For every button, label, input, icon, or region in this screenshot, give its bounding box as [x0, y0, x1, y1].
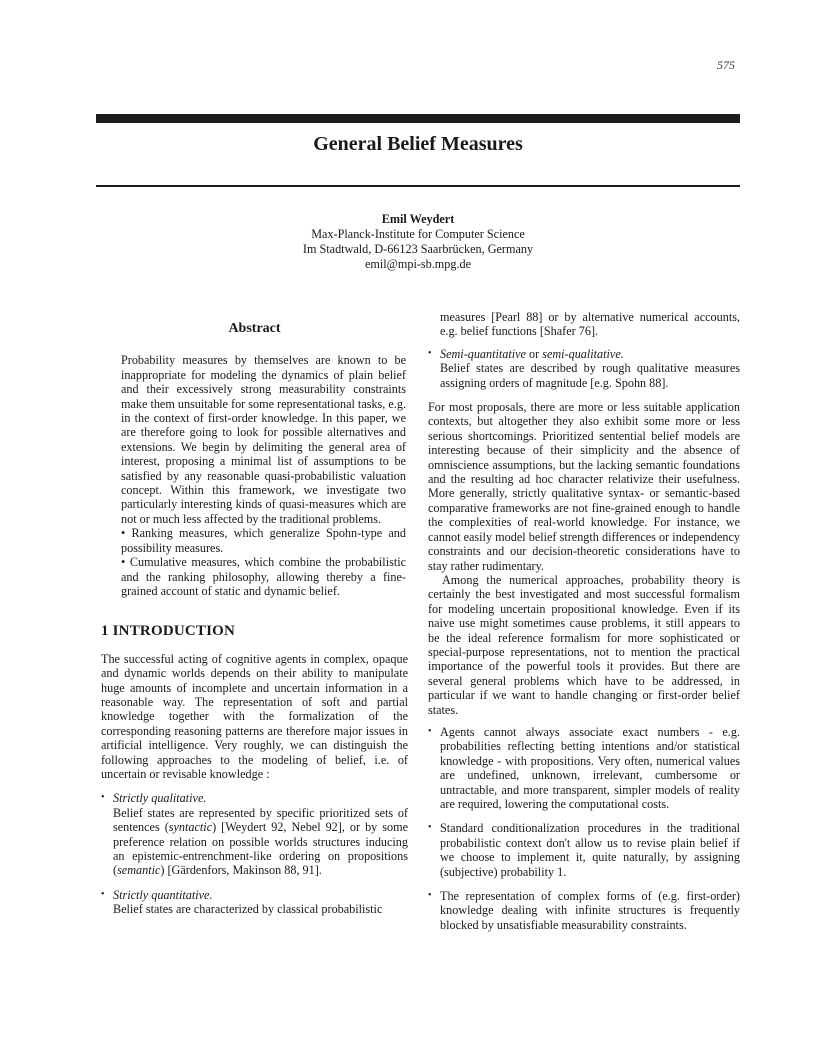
list-continuation: measures [Pearl 88] or by alternative numerical accounts, e.g. belief functions [Shafer 76]. — [440, 310, 740, 339]
left-column — [101, 322, 408, 927]
approach-list-continued — [428, 347, 740, 390]
section-heading-introduction: 1 INTRODUCTION — [101, 623, 236, 640]
bullet-icon: • — [428, 725, 432, 737]
intro-paragraph: The successful acting of cognitive agents in complex, opaque and dynamic worlds depends on their ability to manipulate huge amounts of incomplete and uncertain information in a reasonable way. The representation of soft and partial knowledge together with the formalization of the corresponding reasoning patterns are therefore major issues in artificial intelligence. Very roughly, we can distinguish the following approaches to the modeling of belief, i.e. of uncertain or revisable knowledge : — [101, 651, 408, 781]
list-item-first-order — [428, 889, 740, 932]
abstract-heading: Abstract — [228, 321, 281, 336]
author-address: Im Stadtwald, D-66123 Saarbrücken, Germany — [302, 242, 534, 256]
list-item-strictly-quantitative — [101, 888, 408, 917]
problem-list — [428, 725, 740, 932]
author-affiliation: Max-Planck-Institute for Computer Science — [311, 227, 525, 241]
list-item-exact-numbers — [428, 725, 740, 811]
paragraph-shortcomings: For most proposals, there are more or less suitable application contexts, but altogether they also exhibit some more or less serious shortcomings. Prioritized sentential belief models are interesting because of their simplicity and the absence of omniscience assumptions, but the lacking semantic foundations and the resulting ad hoc character relativize their usefulness. More generally, strictly qualitative syntax- or semantic-based comparative frameworks are not fine-grained enough to handle the complexities of real-world knowledge. For instance, we cannot easily model belief strength differences or independency constraints and our decision-theoretic considerations have to stay rather rudimentary. — [428, 400, 740, 573]
abstract-item-ranking: • Ranking measures, which generalize Spohn-type and possibility measures. — [121, 526, 406, 555]
abstract — [101, 353, 408, 598]
author-email: emil@mpi-sb.mpg.de — [364, 257, 471, 271]
list-item-strictly-qualitative — [101, 791, 408, 877]
author-name: Emil Weydert — [381, 212, 455, 226]
bullet-icon: • — [428, 822, 432, 834]
bullet-icon: • — [101, 888, 105, 900]
item-title: Strictly qualitative. — [113, 791, 207, 806]
paragraph-numerical: Among the numerical approaches, probability theory is certainly the best investigated and most successful formalism for modeling uncertain propositional knowledge. Even if its naive use might sometimes cause problems, it still appears to be the ideal reference formalism for more sophisticated or special-purpose representations, not to mention the practical importance of the powerful tools it provides. But there are several general problems which have to be addressed, in particular if we want to handle changing or first-order belief states. — [428, 572, 740, 717]
list-item-semi-quantitative — [428, 347, 740, 390]
approach-list — [101, 791, 408, 916]
abstract-item-cumulative: • Cumulative measures, which combine the probabilistic and the ranking philosophy, allowing thereby a fine-grained account of static and dynamic belief. — [121, 555, 406, 598]
item-title: Semi-quantitative or semi-qualitative. — [440, 346, 624, 361]
list-item-conditionalization — [428, 821, 740, 879]
bullet-icon: • — [101, 792, 105, 804]
author-block — [96, 212, 740, 272]
item-body: The representation of complex forms of (e.g. first-order) knowledge dealing with infinite structures is frequently blocked by unsatisfiable measurability constraints. — [440, 889, 740, 932]
item-body: Belief states are represented by specific prioritized sets of sentences (syntactic) [Weydert 92, Nebel 92], or by some preference relation on possible worlds structures inducing an epistemic-entrenchment-like ordering on propositions (semantic) [Gärdenfors, Makinson 88, 91]. — [113, 805, 408, 878]
item-body: Agents cannot always associate exact numbers - e.g. probabilities reflecting betting intentions and/or statistical knowledge - with propositions. Very often, numerical values are undefined, unknown, irrelevant, cumbersome or untractable, and more transparent, simpler models of reality are required, lowering the computational costs. — [440, 724, 740, 811]
title-rule-bottom — [96, 185, 740, 187]
bullet-icon: • — [428, 890, 432, 902]
item-body: Belief states are described by rough qualitative measures assigning orders of magnitude [e.g. Spohn 88]. — [440, 361, 740, 390]
abstract-text: Probability measures by themselves are known to be inappropriate for modeling the dynamics of plain belief and their excessively strong measurability constraints make them unsuitable for some representational tasks, e.g. in the context of first-order knowledge. In this paper, we are therefore going to look for possible alternatives and extensions. We begin by delimiting the general area of interest, proposing a minimal list of assumptions to be satisfied by any reasonable quasi-probabilistic valuation concept. Within this framework, we investigate two particularly interesting kinds of quasi-measures which are not or much less affected by the traditional problems. — [121, 353, 406, 526]
item-title: Strictly quantitative. — [113, 887, 213, 902]
bullet-icon: • — [428, 347, 432, 359]
right-column — [428, 310, 740, 942]
item-body: Belief states are characterized by classical probabilistic — [113, 902, 383, 917]
item-body: Standard conditionalization procedures in the traditional probabilistic context don't allow us to revise plain belief if we choose to implement it, quite naturally, by assigning (subjective) probability 1. — [440, 821, 740, 879]
page-number: 575 — [717, 58, 735, 72]
title-rule-top — [96, 114, 740, 123]
paper-title: General Belief Measures — [313, 133, 523, 155]
